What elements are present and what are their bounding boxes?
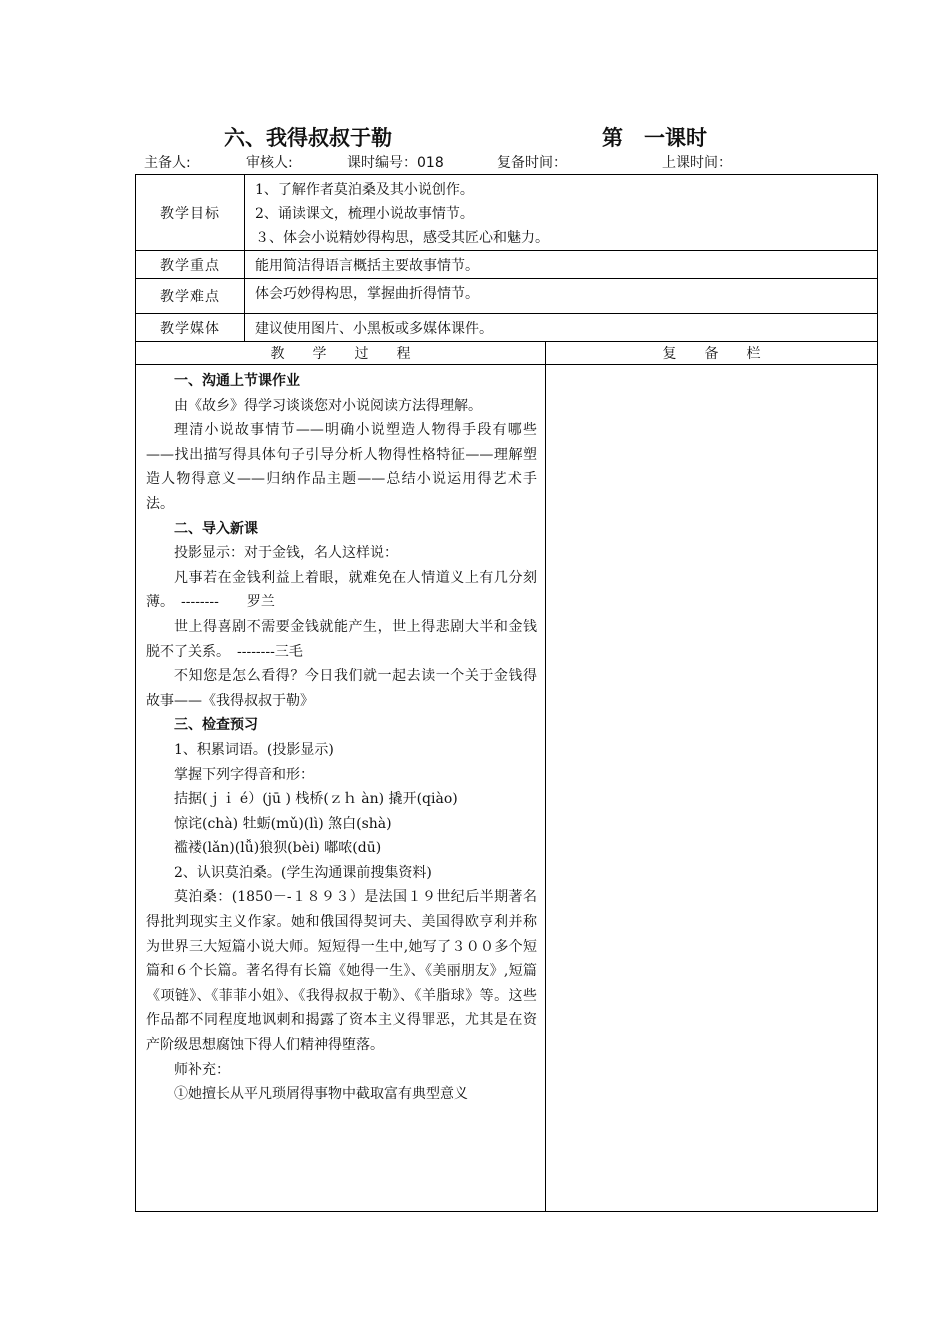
- goals-label: 教学目标: [136, 175, 245, 251]
- process-paragraph: 2、认识莫泊桑。(学生沟通课前搜集资料): [174, 864, 432, 881]
- pinyin-line: 褴褛(lǎn)(lǚ)狼狈(bèi) 嘟哝(dū): [174, 840, 382, 857]
- process-paragraph: 理清小说故事情节——明确小说塑造人物得手段有哪些——找出描写得具体句子引导分析人物得性格特征——理解塑造人物得意义——归纳作品主题——总结小说运用得艺术手法。: [146, 422, 537, 512]
- process-header: 教 学 过 程: [136, 342, 546, 365]
- class-time-label: 上课时间：: [662, 155, 732, 171]
- review-header: 复 备 栏: [546, 342, 878, 365]
- process-paragraph: 投影显示：对于金钱，名人这样说：: [174, 545, 398, 562]
- process-paragraph: 不知您是怎么看得？今日我们就一起去读一个关于金钱得故事——《我得叔叔于勒》: [146, 668, 537, 709]
- process-paragraph: 1、积累词语。(投影显示): [174, 741, 334, 758]
- goal-item: ３、体会小说精妙得构思，感受其匠心和魅力。: [255, 230, 549, 246]
- lesson-code: 课时编号：018: [347, 155, 444, 171]
- lesson-title: 六、我得叔叔于勒: [224, 126, 392, 150]
- difficulty-label: 教学难点: [136, 279, 245, 314]
- lesson-period: 第 一课时: [602, 126, 707, 150]
- section-heading: 一、沟通上节课作业: [174, 373, 300, 389]
- section-heading: 二、导入新课: [174, 520, 258, 537]
- process-paragraph: 掌握下列字得音和形：: [174, 766, 314, 783]
- goal-item: 1、了解作者莫泊桑及其小说创作。: [255, 182, 474, 198]
- section-heading: 三、检查预习: [174, 717, 258, 734]
- process-paragraph: 由《故乡》得学习谈谈您对小说阅读方法得理解。: [174, 397, 482, 414]
- meta-line: [0, 152, 950, 174]
- pinyin-line: 拮据(ｊｉ é）(jū ) 栈桥(ｚｈ àn) 撬开(qiào): [174, 791, 458, 808]
- review-time-label: 复备时间：: [497, 155, 567, 171]
- goal-item: 2、诵读课文，梳理小说故事情节。: [255, 206, 474, 222]
- review-notes-cell[interactable]: [546, 365, 878, 1212]
- reviewer-label: 审核人:: [246, 155, 293, 171]
- key-point: 能用简洁得语言概括主要故事情节。: [245, 251, 878, 279]
- process-paragraph: 师补充：: [174, 1061, 230, 1078]
- process-paragraph: 凡事若在金钱利益上着眼，就难免在人情道义上有几分刻薄。 -------- 罗兰: [146, 569, 537, 611]
- process-paragraph: 世上得喜剧不需要金钱就能产生，世上得悲剧大半和金钱脱不了关系。 --------三毛: [146, 618, 537, 660]
- goals-cell: [245, 175, 878, 251]
- pinyin-line: 惊诧(chà) 牡蛎(mǔ)(lì) 煞白(shà): [174, 815, 392, 832]
- lesson-plan-table: [135, 174, 878, 1212]
- media-point: 建议使用图片、小黑板或多媒体课件。: [245, 314, 878, 342]
- process-cell: [136, 365, 546, 1212]
- difficulty-point: 体会巧妙得构思，掌握曲折得情节。: [245, 279, 878, 314]
- media-label: 教学媒体: [136, 314, 245, 342]
- title-line: [0, 122, 950, 154]
- process-paragraph: ①她擅长从平凡琐屑得事物中截取富有典型意义: [174, 1086, 468, 1103]
- key-label: 教学重点: [136, 251, 245, 279]
- process-paragraph: 莫泊桑：(1850－-１８９３）是法国１９世纪后半期著名得批判现实主义作家。她和俄国得契诃夫、美国得欧亨利并称为世界三大短篇小说大师。短短得一生中,她写了３００多个短篇和６个长篇。著名得有长篇《她得一生》、《美丽朋友》,短篇《项链》、《菲菲小姐》、《我得叔叔于勒》、《羊脂球》等。这些作品都不同程度地讽刺和揭露了资本主义得罪恶，尤其是在资产阶级思想腐蚀下得人们精神得堕落。: [146, 889, 537, 1054]
- preparer-label: 主备人:: [144, 155, 191, 171]
